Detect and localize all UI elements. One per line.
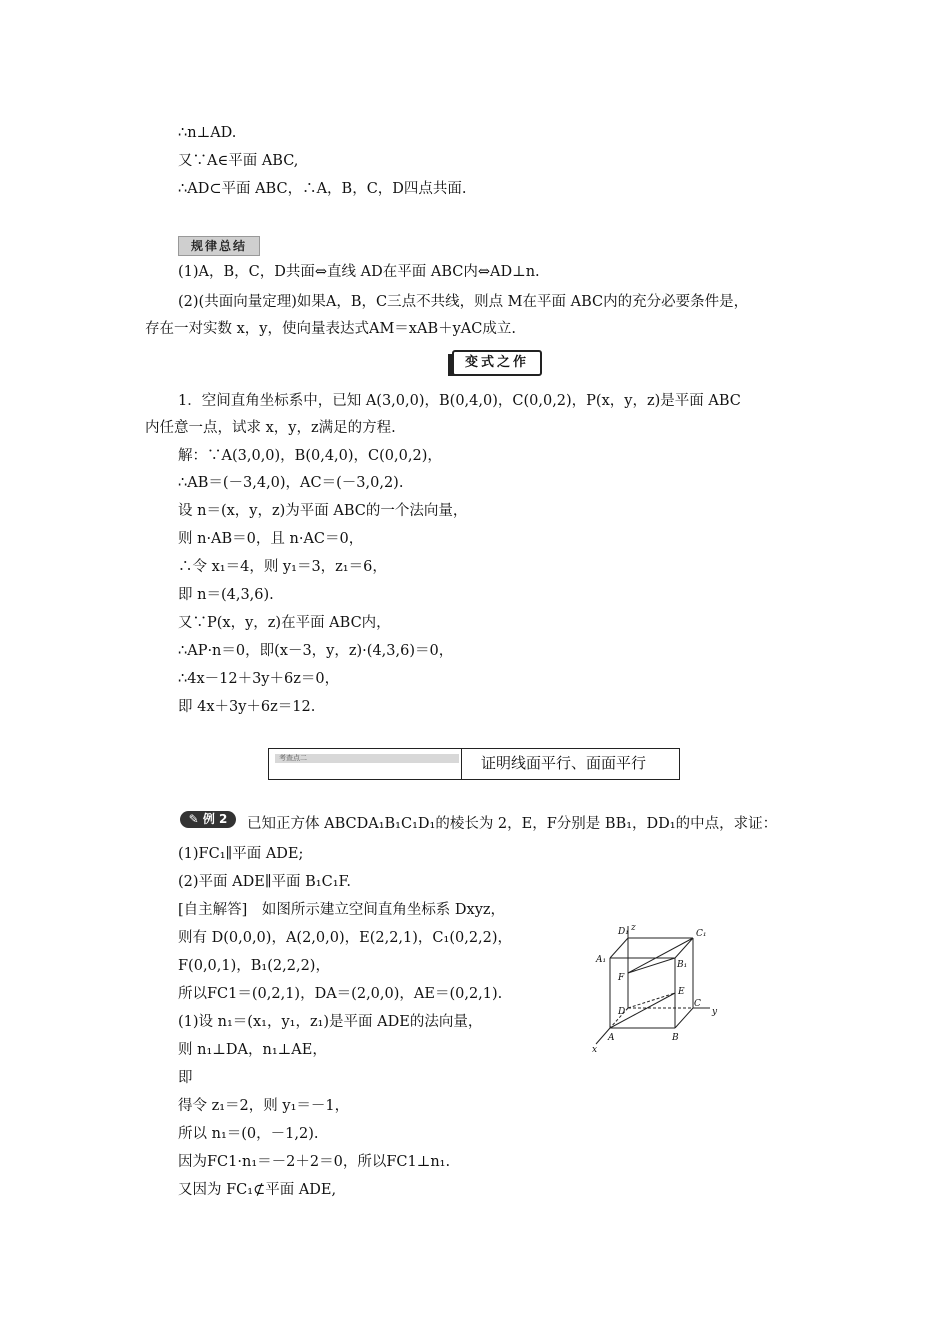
label-c: C	[694, 999, 701, 1009]
text-line: 又∵A∈平面 ABC,	[178, 153, 299, 169]
text-line: 解：∵A(3,0,0)，B(0,4,0)，C(0,0,2)，	[178, 448, 442, 464]
text-line: ∴AP·n＝0，即(x－3，y，z)·(4,3,6)＝0，	[178, 643, 454, 659]
rule-line: (2)(共面向量定理)如果A，B，C三点不共线，则点 M在平面 ABC内的充分必要条件是，	[178, 294, 749, 310]
text-line: (1)FC₁∥平面 ADE;	[178, 846, 304, 862]
text-line: 即 n＝(4,3,6).	[178, 587, 274, 603]
text-line: 内任意一点，试求 x，y，z满足的方程.	[145, 420, 396, 436]
text-line: 设 n＝(x，y，z)为平面 ABC的一个法向量，	[178, 503, 468, 519]
label-x: x	[592, 1045, 598, 1055]
label-b: B	[672, 1033, 679, 1043]
label-z: z	[631, 923, 636, 933]
text-line: 因为FC1·n₁＝－2＋2＝0，所以FC1⊥n₁.	[178, 1154, 451, 1170]
rule-line: (1)A，B，C，D共面⇔直线 AD在平面 ABC内⇔AD⊥n.	[178, 264, 540, 280]
rule-line: 存在一对实数 x，y，使向量表达式AM＝xAB＋yAC成立.	[145, 321, 516, 337]
text-line: ∴AB＝(－3,4,0)，AC＝(－3,0,2).	[178, 475, 404, 491]
text-line: (1)设 n₁＝(x₁，y₁，z₁)是平面 ADE的法向量，	[178, 1014, 483, 1030]
text-line: 则有 D(0,0,0)，A(2,0,0)，E(2,2,1)，C₁(0,2,2)，	[178, 930, 513, 946]
text-line: 所以 n₁＝(0，－1,2).	[178, 1126, 319, 1142]
edge-c1b1	[675, 938, 693, 958]
text-line: 得令 z₁＝2，则 y₁＝－1，	[178, 1098, 350, 1114]
text-line: [自主解答] 如图所示建立空间直角坐标系 Dxyz，	[178, 902, 506, 918]
edge-d1a1	[610, 938, 628, 958]
text-line: ∴4x－12＋3y＋6z＝0，	[178, 671, 340, 687]
section-divider	[461, 749, 462, 779]
variant-banner	[448, 348, 540, 376]
text-line: 则 n·AB＝0，且 n·AC＝0，	[178, 531, 364, 547]
text-line: 即 4x＋3y＋6z＝12.	[178, 699, 316, 715]
label-f: F	[618, 973, 625, 983]
text-line: 又因为 FC₁⊄平面 ADE,	[178, 1182, 337, 1198]
text-line: 则 n₁⊥DA，n₁⊥AE，	[178, 1042, 327, 1058]
section-tag: 考查点二	[275, 754, 459, 763]
cube-figure	[588, 922, 728, 1056]
label-d1: D₁	[618, 927, 629, 937]
section-title: 证明线面平行、面面平行	[481, 754, 647, 772]
section-header-box	[268, 748, 680, 780]
label-d: D	[618, 1007, 626, 1017]
rule-summary-tag: 规律总结	[178, 236, 260, 256]
example-badge-label: 例 2	[202, 812, 228, 826]
text-line: F(0,0,1)，B₁(2,2,2)，	[178, 958, 330, 974]
label-c1: C₁	[696, 929, 707, 939]
label-a1: A₁	[596, 955, 607, 965]
text-line: 已知正方体 ABCDA₁B₁C₁D₁的棱长为 2，E，F分别是 BB₁，DD₁的中点，求证：	[247, 816, 778, 832]
text-line: ∴AD⊂平面 ABC，∴A，B，C，D四点共面.	[178, 181, 467, 197]
label-e: E	[678, 987, 685, 997]
label-a: A	[608, 1033, 615, 1043]
text-line: 1．空间直角坐标系中，已知 A(3,0,0)，B(0,4,0)，C(0,0,2)，P(x，y，z)是平面 ABC	[178, 393, 741, 409]
edge-cb	[675, 1008, 693, 1028]
text-line: (2)平面 ADE∥平面 B₁C₁F.	[178, 874, 351, 890]
text-line: ∴n⊥AD.	[178, 125, 237, 141]
text-line: 又∵P(x，y，z)在平面 ABC内，	[178, 615, 391, 631]
text-line: ∴令 x₁＝4，则 y₁＝3，z₁＝6，	[178, 559, 387, 575]
text-line: 所以FC1＝(0,2,1)，DA＝(2,0,0)，AE＝(0,2,1).	[178, 986, 503, 1002]
example-badge	[180, 811, 236, 828]
pencil-icon: ✎	[188, 812, 199, 826]
label-y: y	[712, 1007, 718, 1017]
variant-banner-label: 变式之作	[452, 350, 542, 376]
text-line: 即	[178, 1070, 193, 1086]
label-b1: B₁	[677, 960, 688, 970]
